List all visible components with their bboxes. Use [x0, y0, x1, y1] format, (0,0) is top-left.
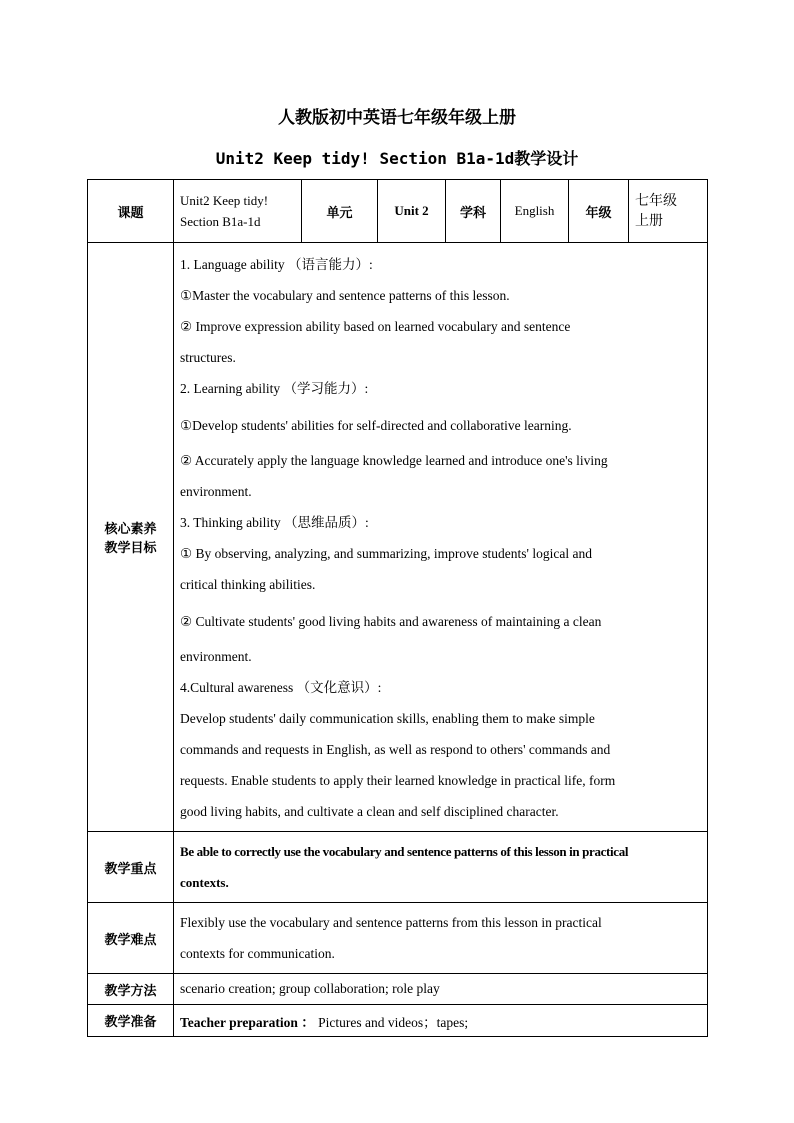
objectives-label — [88, 243, 174, 832]
subject-value: English — [501, 180, 569, 243]
preparation-items: Pictures and videos；tapes; — [314, 1014, 469, 1030]
document-title: 人教版初中英语七年级年级上册 — [278, 108, 516, 128]
header-row — [88, 180, 708, 243]
key-points-row — [88, 832, 708, 903]
key-points-line-2: contexts. — [180, 875, 229, 890]
learning-objective-2: ② Accurately apply the language knowledge learned and introduce one's living — [180, 453, 608, 468]
grade-label: 年级 — [569, 180, 629, 243]
thinking-objective-1: ① By observing, analyzing, and summarizing, improve students' logical and — [180, 546, 592, 561]
thinking-objective-2-cont: environment. — [180, 649, 252, 664]
thinking-ability-heading: 3. Thinking ability （思维品质）: — [180, 515, 369, 530]
grade-line-1: 七年级 — [635, 193, 677, 209]
preparation-label: 教学准备 — [88, 1005, 174, 1037]
cultural-objective-line-1: Develop students' daily communication skills, enabling them to make simple — [180, 711, 595, 726]
cultural-objective-line-2: commands and requests in English, as well as respond to others' commands and — [180, 742, 611, 757]
difficulties-label: 教学难点 — [88, 903, 174, 974]
objectives-row — [88, 243, 708, 832]
key-points-line-1: Be able to correctly use the vocabulary and sentence patterns of this lesson in practical — [180, 844, 629, 859]
topic-line-2: Section B1a-1d — [180, 214, 261, 229]
methods-value: scenario creation; group collaboration; role play — [174, 974, 708, 1005]
language-objective-2-cont: structures. — [180, 350, 236, 365]
topic-value — [174, 180, 302, 243]
unit-label: 单元 — [302, 180, 378, 243]
key-points-content — [174, 832, 708, 903]
language-objective-1: ①Master the vocabulary and sentence patterns of this lesson. — [180, 288, 510, 303]
cultural-awareness-heading: 4.Cultural awareness （文化意识）: — [180, 680, 382, 695]
preparation-value — [174, 1005, 708, 1037]
lesson-plan-table — [87, 179, 708, 1037]
thinking-objective-2: ② Cultivate students' good living habits and awareness of maintaining a clean — [180, 614, 602, 629]
subject-label: 学科 — [446, 180, 501, 243]
difficulties-row — [88, 903, 708, 974]
cultural-objective-line-4: good living habits, and cultivate a clean and self disciplined character. — [180, 804, 559, 819]
learning-objective-2-cont: environment. — [180, 484, 252, 499]
preparation-heading: Teacher preparation ： — [180, 1014, 315, 1030]
topic-label: 课题 — [88, 180, 174, 243]
grade-line-2: 上册 — [635, 213, 663, 229]
learning-objective-1: ①Develop students' abilities for self-directed and collaborative learning. — [180, 418, 572, 433]
topic-line-1: Unit2 Keep tidy! — [180, 193, 269, 208]
thinking-objective-1-cont: critical thinking abilities. — [180, 577, 316, 592]
language-objective-2: ② Improve expression ability based on learned vocabulary and sentence — [180, 319, 571, 334]
unit-value: Unit 2 — [378, 180, 446, 243]
methods-row — [88, 974, 708, 1005]
difficulties-line-2: contexts for communication. — [180, 946, 335, 961]
objectives-label-line-2: 教学目标 — [104, 541, 157, 556]
difficulties-content — [174, 903, 708, 974]
language-ability-heading: 1. Language ability （语言能力）: — [180, 257, 373, 272]
objectives-content — [174, 243, 708, 832]
preparation-row — [88, 1005, 708, 1037]
cultural-objective-line-3: requests. Enable students to apply their learned knowledge in practical life, form — [180, 773, 616, 788]
grade-value — [629, 180, 708, 243]
objectives-label-line-1: 核心素养 — [104, 522, 157, 537]
difficulties-line-1: Flexibly use the vocabulary and sentence patterns from this lesson in practical — [180, 915, 602, 930]
learning-ability-heading: 2. Learning ability （学习能力）: — [180, 381, 369, 396]
key-points-label: 教学重点 — [88, 832, 174, 903]
document-subtitle: Unit2 Keep tidy! Section B1a-1d教学设计 — [215, 149, 579, 168]
methods-label: 教学方法 — [88, 974, 174, 1005]
